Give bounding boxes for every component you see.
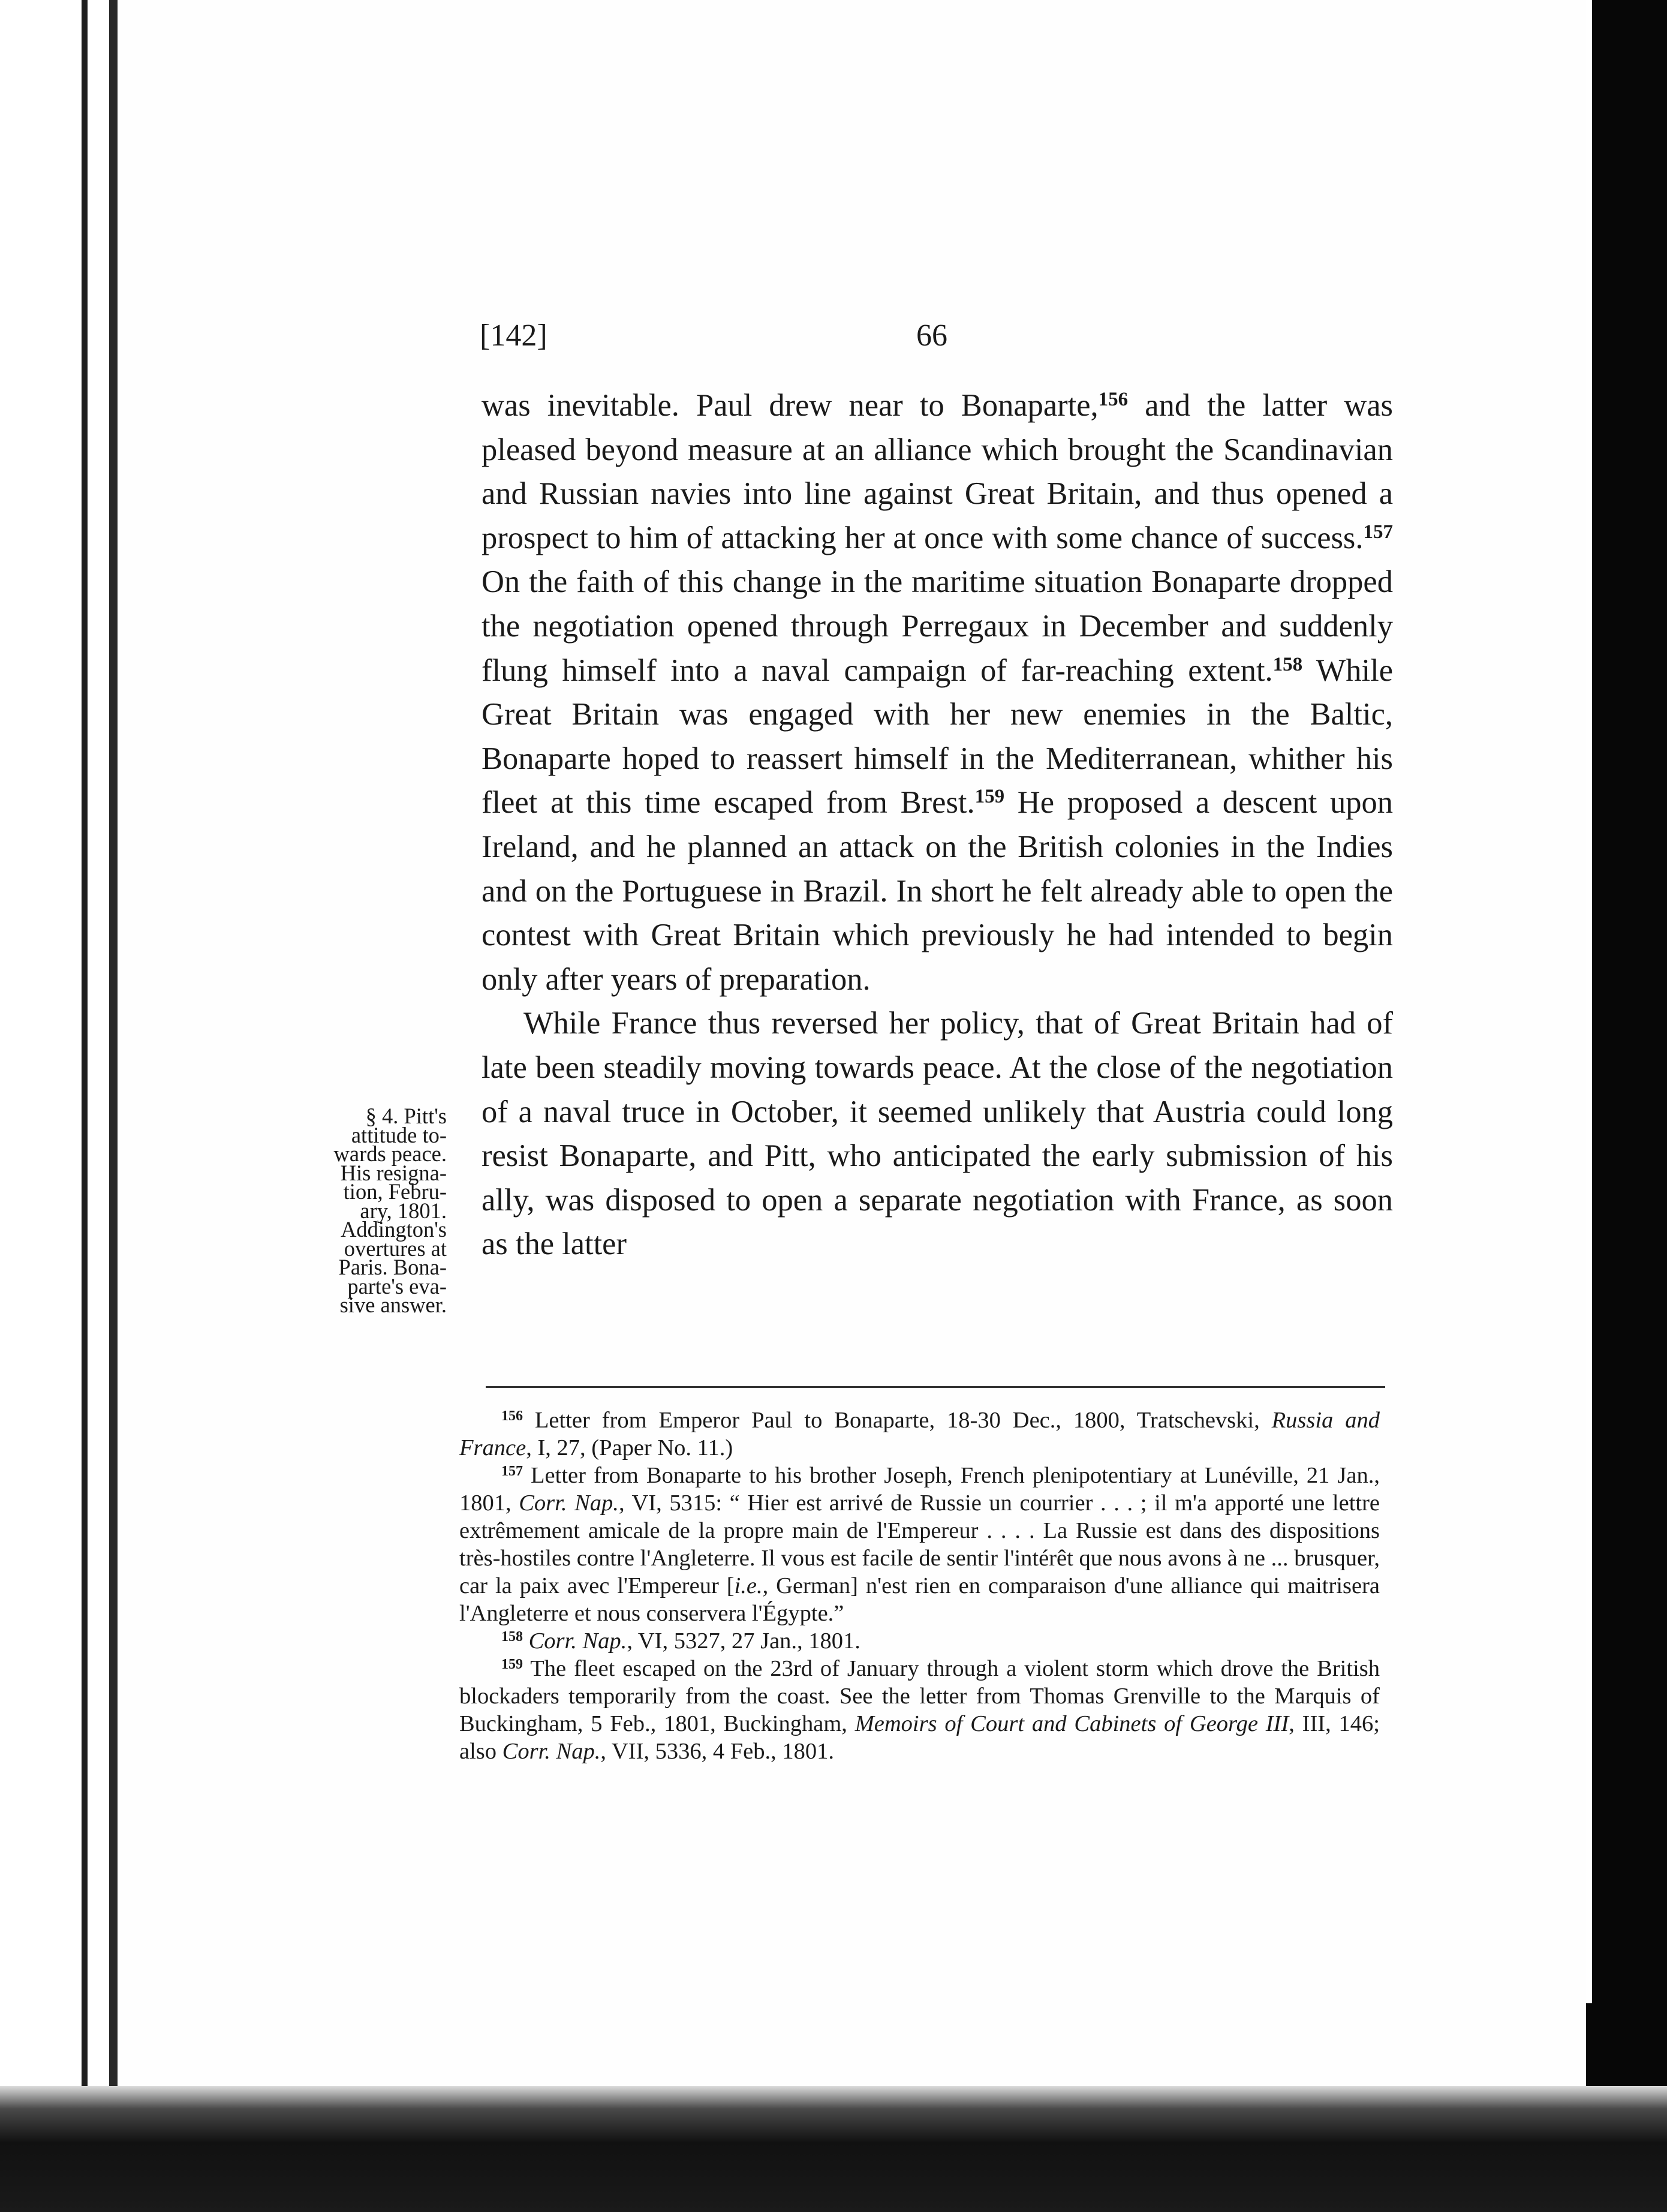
marginal-note-line: ary, 1801. [360, 1198, 447, 1223]
footnote-reference: 159 [501, 1657, 523, 1672]
text-run: Letter from Emperor Paul to Bonaparte, 18-30 Dec., 1800, Tratschevski, [523, 1408, 1272, 1433]
paragraph-second: While France thus reversed her policy, that of Great Britain had of late been steadily moving towards peace. At the close of the negotiation of a naval truce in October, it seemed unlikely that Austria could long resist Bonaparte, and Pitt, who anticipated the early submission of his ally, was disposed to open a separate negotiation with France, as soon as the latter [482, 1006, 1393, 1262]
marginal-note-line: overtures at [344, 1236, 447, 1261]
footnote-reference: 157 [1363, 521, 1393, 543]
marginal-note-line: sive answer. [339, 1293, 447, 1317]
footnote [459, 1627, 1380, 1655]
text-run: On the faith of this change in the maritime situation Bonaparte dropped the negotiation opened through Perregaux in December and suddenly flung himself into a naval campaign of far-reaching extent. [482, 564, 1393, 688]
scan-left-margin [0, 0, 120, 2212]
text-run [523, 1628, 529, 1654]
paragraph-first [482, 384, 1393, 1002]
marginal-note-line: Addington's [341, 1217, 447, 1242]
bracketed-page-number: [142] [480, 318, 547, 353]
text-run: , III, 146; also [459, 1711, 1380, 1764]
italic-title: Corr. Nap. [528, 1628, 627, 1654]
footnote-reference: 158 [1272, 653, 1303, 675]
scan-bottom-edge [0, 2086, 1667, 2212]
marginal-note-line: attitude to- [351, 1122, 447, 1147]
text-run: , VI, 5327, 27 Jan., 1801. [627, 1628, 860, 1654]
text-run: and the latter was pleased beyond measure at an alliance which brought the Scandinavian and Russian navies into line against Great Britain, and thus opened a prospect to him of attacking her at once with some chance of success. [482, 388, 1393, 555]
main-text [482, 384, 1393, 1267]
italic-title: Corr. Nap. [502, 1739, 601, 1764]
text-run: , I, 27, (Paper No. 11.) [526, 1435, 733, 1460]
text-run: was inevitable. Paul drew near to Bonaparte, [482, 388, 1099, 423]
running-header [480, 318, 1397, 360]
marginal-note-line: tion, Febru- [343, 1179, 447, 1204]
text-run: , German] n'est rien en comparaison d'une alliance qui maitrisera l'Angleterre et nous conservera l'Égypte.” [459, 1573, 1380, 1626]
marginal-note-line: Paris. Bona- [338, 1255, 447, 1279]
marginal-note-line: parte's eva- [347, 1273, 447, 1299]
footnotes [459, 1406, 1380, 1765]
scan-right-edge [1586, 0, 1667, 2212]
text-run: , VII, 5336, 4 Feb., 1801. [600, 1739, 834, 1764]
marginal-note-line: His resigna- [340, 1160, 447, 1185]
italic-title: Memoirs of Court and Cabinets of George III [854, 1711, 1289, 1736]
marginal-note-line: wards peace. [333, 1141, 447, 1166]
footnote [459, 1406, 1380, 1462]
text-run: , VI, 5315: “ Hier est arrivé de Russie un courrier . . . ; il m'a apporté une lettre extrêmement amicale de la propre main de l'Empereur . . . . La Russie est dans des dispositions très-hostiles contre l'Angleterre. Il vous est facile de sentir l'intérêt que nous avons à ne ... brusquer, car la paix avec l'Empereur [ [459, 1490, 1380, 1598]
footnote-reference: 158 [501, 1629, 523, 1645]
footnote [459, 1462, 1380, 1627]
italic-title: Russia and France [459, 1408, 1380, 1460]
marginal-note [285, 1104, 447, 1317]
footnote-reference: 157 [501, 1463, 523, 1479]
italic-title: i.e. [734, 1573, 763, 1598]
text-run: He proposed a descent upon Ireland, and he planned an attack on the British colonies in the Indies and on the Portuguese in Brazil. In short he felt already able to open the contest with Great Britain which previously he had intended to begin only after years of preparation. [482, 785, 1393, 997]
footnote-reference: 156 [501, 1408, 523, 1424]
footnote-rule [486, 1386, 1385, 1388]
footnote [459, 1655, 1380, 1765]
text-run: Letter from Bonaparte to his brother Joseph, French plenipotentiary at Lunéville, 21 Jan., 1801, [459, 1463, 1380, 1516]
text-run: While Great Britain was engaged with her new enemies in the Baltic, Bonaparte hoped to reassert himself in the Mediterranean, whither his fleet at this time escaped from Brest. [482, 653, 1393, 821]
italic-title: Corr. Nap. [519, 1490, 619, 1516]
footnote-reference: 156 [1098, 389, 1129, 410]
footnote-reference: 159 [974, 786, 1005, 808]
page-number: 66 [916, 318, 947, 353]
marginal-note-line: § 4. Pitt's [365, 1104, 447, 1128]
text-run: The fleet escaped on the 23rd of January through a violent storm which drove the British blockaders temporarily from the coast. See the letter from Thomas Grenville to the Marquis of Buckingham, 5 Feb., 1801, Buckingham, [459, 1656, 1380, 1736]
binding-shadow-line [82, 0, 88, 2212]
page-fold-edge [1586, 0, 1592, 2003]
binding-shadow-line [109, 0, 118, 2212]
